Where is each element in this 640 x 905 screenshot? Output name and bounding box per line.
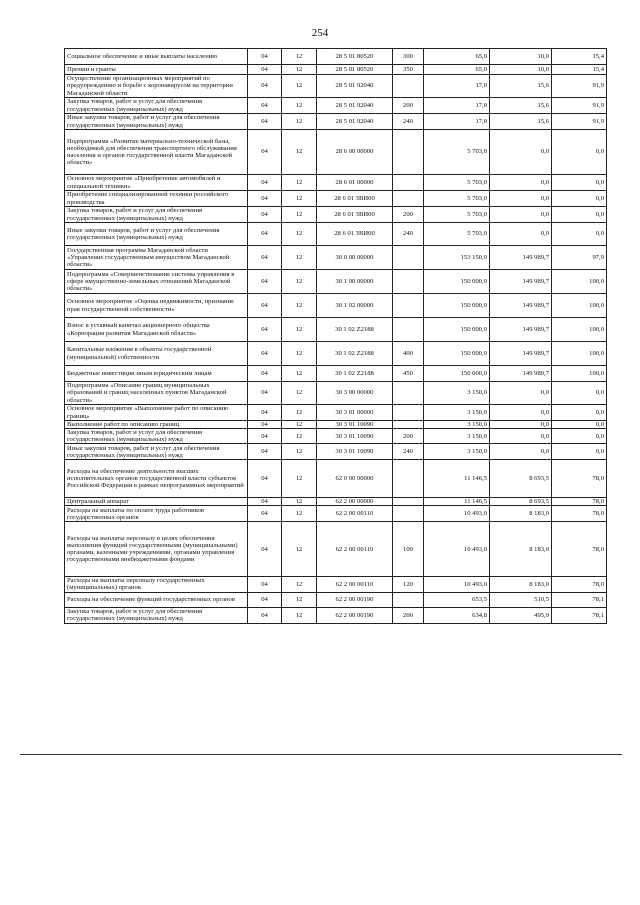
table-row [65, 175, 607, 191]
cell-name: Закупка товаров, работ и услуг для обеспечения государственных (муниципальных) нужд [65, 98, 248, 114]
cell-target-article: 62 2 00 00190 [317, 592, 393, 607]
cell-target-article: 62 0 00 00000 [317, 460, 393, 498]
cell-name: Подпрограмма «Развитие материально-технической базы, необходимой для обеспечения транспортного обслуживания населения и органов государственной власти Магаданской области» [65, 130, 248, 175]
cell-subsection: 12 [282, 191, 317, 207]
cell-expense-type: 120 [393, 577, 424, 592]
cell-section: 04 [248, 246, 282, 270]
cell-target-article: 62 2 00 00110 [317, 577, 393, 592]
table-row [65, 98, 607, 114]
cell-target-article: 28 5 01 92040 [317, 98, 393, 114]
cell-name: Основное мероприятие «Оценка недвижимости, признание прав государственной собственности» [65, 294, 248, 318]
table-body [65, 49, 607, 624]
cell-section: 04 [248, 382, 282, 405]
cell-expense-type [393, 405, 424, 421]
cell-section: 04 [248, 98, 282, 114]
cell-expense-type [393, 75, 424, 98]
table-row [65, 366, 607, 382]
cell-name: Выполнение работ по описанию границ [65, 421, 248, 429]
cell-expense-type [393, 294, 424, 318]
cell-subsection: 12 [282, 577, 317, 592]
table-row [65, 207, 607, 223]
cell-section: 04 [248, 405, 282, 421]
cell-planned: 3 150,0 [424, 421, 490, 429]
cell-percent: 0,0 [552, 175, 607, 191]
cell-percent: 97,9 [552, 246, 607, 270]
cell-planned: 3 150,0 [424, 382, 490, 405]
cell-subsection: 12 [282, 522, 317, 577]
cell-name: Закупка товаров, работ и услуг для обеспечения государственных (муниципальных) нужд [65, 429, 248, 444]
cell-section: 04 [248, 607, 282, 623]
cell-expense-type: 240 [393, 223, 424, 246]
cell-target-article: 28 5 01 80520 [317, 65, 393, 75]
cell-executed: 149 989,7 [490, 246, 552, 270]
cell-section: 04 [248, 207, 282, 223]
cell-target-article: 28 6 01 ЗВИ00 [317, 191, 393, 207]
cell-name: Центральный аппарат [65, 498, 248, 506]
cell-percent: 78,0 [552, 460, 607, 498]
cell-percent: 0,0 [552, 405, 607, 421]
cell-percent: 78,0 [552, 506, 607, 522]
cell-executed: 8 183,0 [490, 577, 552, 592]
cell-expense-type [393, 506, 424, 522]
cell-name: Государственная программа Магаданской области «Управление государственным имуществом Магаданской области» [65, 246, 248, 270]
cell-planned: 153 150,0 [424, 246, 490, 270]
cell-planned: 5 703,0 [424, 130, 490, 175]
cell-subsection: 12 [282, 498, 317, 506]
cell-section: 04 [248, 65, 282, 75]
cell-planned: 3 150,0 [424, 444, 490, 460]
cell-name: Иные закупки товаров, работ и услуг для обеспечения государственных (муниципальных) нужд [65, 444, 248, 460]
cell-executed: 0,0 [490, 444, 552, 460]
table-row [65, 522, 607, 577]
cell-subsection: 12 [282, 75, 317, 98]
cell-executed: 0,0 [490, 429, 552, 444]
cell-name: Подпрограмма «Совершенствование системы управления в сфере имущественно-земельных отношений Магаданской области» [65, 270, 248, 294]
cell-percent: 0,0 [552, 191, 607, 207]
cell-section: 04 [248, 498, 282, 506]
cell-planned: 150 000,0 [424, 294, 490, 318]
table-row [65, 270, 607, 294]
cell-planned: 634,8 [424, 607, 490, 623]
cell-subsection: 12 [282, 342, 317, 366]
cell-subsection: 12 [282, 98, 317, 114]
cell-executed: 149 989,7 [490, 294, 552, 318]
table-row [65, 342, 607, 366]
cell-percent: 100,0 [552, 366, 607, 382]
cell-name: Приобретение специализированной техники российского производства [65, 191, 248, 207]
cell-target-article: 30 1 02 00000 [317, 294, 393, 318]
cell-planned: 5 703,0 [424, 223, 490, 246]
cell-expense-type: 200 [393, 429, 424, 444]
cell-target-article: 30 1 00 00000 [317, 270, 393, 294]
table-row [65, 130, 607, 175]
cell-percent: 78,1 [552, 607, 607, 623]
cell-executed: 0,0 [490, 223, 552, 246]
cell-percent: 0,0 [552, 444, 607, 460]
cell-planned: 150 000,0 [424, 342, 490, 366]
cell-section: 04 [248, 294, 282, 318]
cell-executed: 15,6 [490, 114, 552, 130]
cell-subsection: 12 [282, 130, 317, 175]
cell-subsection: 12 [282, 294, 317, 318]
cell-target-article: 62 2 00 00000 [317, 498, 393, 506]
cell-target-article: 62 2 00 00190 [317, 607, 393, 623]
cell-target-article: 28 6 01 00000 [317, 175, 393, 191]
cell-subsection: 12 [282, 382, 317, 405]
cell-section: 04 [248, 75, 282, 98]
table-row [65, 506, 607, 522]
cell-percent: 0,0 [552, 223, 607, 246]
cell-planned: 10 493,0 [424, 522, 490, 577]
cell-target-article: 30 1 02 Z2188 [317, 342, 393, 366]
cell-name: Социальное обеспечение и иные выплаты населению [65, 49, 248, 65]
cell-executed: 0,0 [490, 405, 552, 421]
cell-planned: 5 703,0 [424, 207, 490, 223]
cell-section: 04 [248, 49, 282, 65]
table-row [65, 592, 607, 607]
cell-target-article: 30 3 01 10090 [317, 421, 393, 429]
cell-expense-type [393, 460, 424, 498]
cell-subsection: 12 [282, 429, 317, 444]
cell-section: 04 [248, 130, 282, 175]
table-row [65, 75, 607, 98]
cell-percent: 100,0 [552, 270, 607, 294]
cell-subsection: 12 [282, 444, 317, 460]
cell-subsection: 12 [282, 421, 317, 429]
budget-table [64, 48, 607, 624]
cell-target-article: 28 6 01 ЗВИ00 [317, 207, 393, 223]
cell-executed: 0,0 [490, 130, 552, 175]
cell-section: 04 [248, 460, 282, 498]
cell-percent: 78,1 [552, 592, 607, 607]
cell-subsection: 12 [282, 49, 317, 65]
cell-section: 04 [248, 522, 282, 577]
cell-expense-type [393, 191, 424, 207]
cell-planned: 5 703,0 [424, 191, 490, 207]
cell-section: 04 [248, 318, 282, 342]
cell-executed: 495,9 [490, 607, 552, 623]
cell-planned: 17,0 [424, 98, 490, 114]
cell-section: 04 [248, 429, 282, 444]
cell-subsection: 12 [282, 366, 317, 382]
cell-executed: 8 183,0 [490, 506, 552, 522]
cell-expense-type: 240 [393, 114, 424, 130]
cell-expense-type: 450 [393, 366, 424, 382]
cell-percent: 0,0 [552, 130, 607, 175]
cell-expense-type [393, 318, 424, 342]
cell-expense-type: 400 [393, 342, 424, 366]
cell-executed: 0,0 [490, 421, 552, 429]
cell-name: Расходы на выплаты персоналу государственных (муниципальных) органов [65, 577, 248, 592]
cell-section: 04 [248, 366, 282, 382]
cell-executed: 15,6 [490, 98, 552, 114]
cell-section: 04 [248, 270, 282, 294]
table-row [65, 49, 607, 65]
cell-name: Закупка товаров, работ и услуг для обеспечения государственных (муниципальных) нужд [65, 607, 248, 623]
cell-percent: 0,0 [552, 382, 607, 405]
table-row [65, 421, 607, 429]
cell-target-article: 30 3 01 10090 [317, 429, 393, 444]
cell-subsection: 12 [282, 506, 317, 522]
cell-planned: 11 146,5 [424, 460, 490, 498]
cell-name: Осуществление организационных мероприятий по предупреждению и борьбе с коронавирусом на территории Магаданской области [65, 75, 248, 98]
cell-subsection: 12 [282, 207, 317, 223]
cell-executed: 10,0 [490, 65, 552, 75]
cell-target-article: 28 6 01 ЗВИ00 [317, 223, 393, 246]
cell-name: Расходы на выплаты персоналу в целях обеспечения выполнения функций государственными (муниципальными) органами, казенными учреждениями, органами управления государственными внебюджетными фондами [65, 522, 248, 577]
cell-name: Премии и гранты [65, 65, 248, 75]
table-row [65, 191, 607, 207]
table-row [65, 607, 607, 623]
cell-planned: 10 493,0 [424, 577, 490, 592]
table-row [65, 382, 607, 405]
cell-expense-type [393, 175, 424, 191]
cell-expense-type: 240 [393, 444, 424, 460]
cell-section: 04 [248, 444, 282, 460]
cell-expense-type [393, 382, 424, 405]
cell-percent: 78,0 [552, 498, 607, 506]
cell-planned: 65,0 [424, 65, 490, 75]
cell-percent: 0,0 [552, 207, 607, 223]
cell-percent: 0,0 [552, 421, 607, 429]
cell-target-article: 28 5 01 80520 [317, 49, 393, 65]
cell-executed: 149 989,7 [490, 270, 552, 294]
cell-expense-type: 200 [393, 98, 424, 114]
cell-planned: 17,0 [424, 75, 490, 98]
table-row [65, 577, 607, 592]
cell-percent: 91,9 [552, 98, 607, 114]
cell-executed: 149 989,7 [490, 318, 552, 342]
table-row [65, 246, 607, 270]
table-row [65, 460, 607, 498]
cell-executed: 0,0 [490, 175, 552, 191]
cell-name: Бюджетные инвестиции иным юридическим лицам [65, 366, 248, 382]
cell-executed: 0,0 [490, 207, 552, 223]
cell-planned: 653,5 [424, 592, 490, 607]
cell-planned: 17,0 [424, 114, 490, 130]
cell-name: Основное мероприятие «Приобретение автомобилей и специальной техники» [65, 175, 248, 191]
cell-expense-type [393, 592, 424, 607]
cell-expense-type: 200 [393, 207, 424, 223]
cell-target-article: 30 3 00 00000 [317, 382, 393, 405]
cell-section: 04 [248, 342, 282, 366]
cell-target-article: 62 2 00 00110 [317, 522, 393, 577]
cell-percent: 78,0 [552, 522, 607, 577]
cell-executed: 149 989,7 [490, 342, 552, 366]
cell-target-article: 30 0 00 00000 [317, 246, 393, 270]
cell-percent: 100,0 [552, 342, 607, 366]
cell-subsection: 12 [282, 114, 317, 130]
cell-expense-type [393, 130, 424, 175]
cell-target-article: 30 1 02 Z2188 [317, 366, 393, 382]
cell-expense-type: 100 [393, 522, 424, 577]
cell-planned: 10 493,0 [424, 506, 490, 522]
cell-percent: 0,0 [552, 429, 607, 444]
cell-target-article: 30 3 01 00000 [317, 405, 393, 421]
cell-target-article: 62 2 00 00110 [317, 506, 393, 522]
cell-subsection: 12 [282, 405, 317, 421]
table-row [65, 65, 607, 75]
cell-executed: 15,6 [490, 75, 552, 98]
cell-name: Взнос в уставный капитал акционерного общества «Корпорация развития Магаданской области» [65, 318, 248, 342]
table-row [65, 444, 607, 460]
cell-executed: 0,0 [490, 382, 552, 405]
cell-target-article: 28 5 01 92040 [317, 75, 393, 98]
cell-expense-type: 300 [393, 49, 424, 65]
cell-target-article: 30 3 01 10090 [317, 444, 393, 460]
cell-name: Расходы на обеспечение функций государственных органов [65, 592, 248, 607]
cell-percent: 15,4 [552, 49, 607, 65]
cell-expense-type [393, 421, 424, 429]
cell-name: Подпрограмма «Описание границ муниципальных образований и границ населенных пунктов Магаданской области» [65, 382, 248, 405]
cell-section: 04 [248, 577, 282, 592]
cell-name: Основное мероприятие «Выполнение работ по описанию границ» [65, 405, 248, 421]
footer-rule [20, 754, 622, 755]
table-row [65, 405, 607, 421]
cell-section: 04 [248, 191, 282, 207]
cell-subsection: 12 [282, 318, 317, 342]
table-row [65, 294, 607, 318]
cell-percent: 91,9 [552, 114, 607, 130]
table-row [65, 114, 607, 130]
cell-planned: 5 703,0 [424, 175, 490, 191]
cell-percent: 100,0 [552, 294, 607, 318]
cell-subsection: 12 [282, 607, 317, 623]
cell-section: 04 [248, 421, 282, 429]
table-row [65, 318, 607, 342]
cell-planned: 150 000,0 [424, 318, 490, 342]
cell-subsection: 12 [282, 592, 317, 607]
cell-expense-type: 200 [393, 607, 424, 623]
cell-target-article: 30 1 02 Z2188 [317, 318, 393, 342]
cell-subsection: 12 [282, 460, 317, 498]
cell-subsection: 12 [282, 223, 317, 246]
cell-subsection: 12 [282, 175, 317, 191]
cell-target-article: 28 6 00 00000 [317, 130, 393, 175]
cell-section: 04 [248, 114, 282, 130]
cell-section: 04 [248, 175, 282, 191]
cell-percent: 91,9 [552, 75, 607, 98]
cell-name: Закупка товаров, работ и услуг для обеспечения государственных (муниципальных) нужд [65, 207, 248, 223]
cell-section: 04 [248, 506, 282, 522]
cell-section: 04 [248, 592, 282, 607]
cell-name: Иные закупки товаров, работ и услуг для обеспечения государственных (муниципальных) нужд [65, 223, 248, 246]
page-number: 254 [311, 27, 329, 39]
cell-executed: 8 183,0 [490, 522, 552, 577]
cell-executed: 8 693,5 [490, 498, 552, 506]
cell-planned: 3 150,0 [424, 429, 490, 444]
table-row [65, 223, 607, 246]
cell-percent: 15,4 [552, 65, 607, 75]
cell-planned: 65,0 [424, 49, 490, 65]
cell-expense-type [393, 246, 424, 270]
cell-planned: 150 000,0 [424, 366, 490, 382]
cell-planned: 150 000,0 [424, 270, 490, 294]
cell-executed: 0,0 [490, 191, 552, 207]
cell-name: Расходы на выплаты по оплате труда работников государственных органов [65, 506, 248, 522]
cell-name: Иные закупки товаров, работ и услуг для обеспечения государственных (муниципальных) нужд [65, 114, 248, 130]
cell-executed: 8 693,5 [490, 460, 552, 498]
cell-planned: 3 150,0 [424, 405, 490, 421]
cell-name: Капитальные вложения в объекты государственной (муниципальной) собственности [65, 342, 248, 366]
table-row [65, 429, 607, 444]
cell-target-article: 28 5 01 92040 [317, 114, 393, 130]
cell-planned: 11 146,5 [424, 498, 490, 506]
cell-name: Расходы на обеспечение деятельности высших исполнительных органов государственной власти субъектов Российской Федерации в рамках непрограммных мероприятий [65, 460, 248, 498]
cell-expense-type [393, 270, 424, 294]
cell-expense-type: 350 [393, 65, 424, 75]
cell-subsection: 12 [282, 246, 317, 270]
cell-executed: 10,0 [490, 49, 552, 65]
cell-executed: 149 989,7 [490, 366, 552, 382]
cell-expense-type [393, 498, 424, 506]
cell-subsection: 12 [282, 65, 317, 75]
cell-percent: 78,0 [552, 577, 607, 592]
cell-section: 04 [248, 223, 282, 246]
cell-executed: 510,5 [490, 592, 552, 607]
cell-subsection: 12 [282, 270, 317, 294]
table-row [65, 498, 607, 506]
cell-percent: 100,0 [552, 318, 607, 342]
